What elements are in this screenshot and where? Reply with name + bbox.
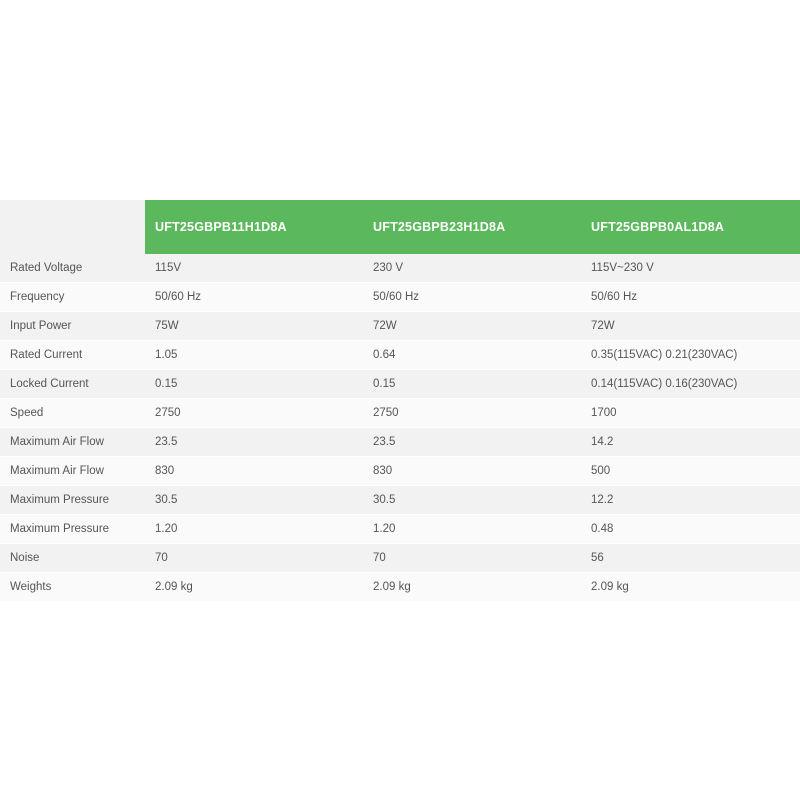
table-row: [0, 370, 800, 399]
row-value-1: 830: [145, 457, 363, 486]
table-row: [0, 254, 800, 283]
row-value-2: 1.20: [363, 515, 581, 544]
row-label: Maximum Pressure: [0, 486, 145, 515]
table-row: [0, 457, 800, 486]
row-value-1: 0.15: [145, 370, 363, 399]
row-value-3: 2.09 kg: [581, 573, 800, 602]
specification-table: [0, 200, 800, 602]
row-label: Rated Current: [0, 341, 145, 370]
row-value-3: 0.14(115VAC) 0.16(230VAC): [581, 370, 800, 399]
table-header-row: [0, 200, 800, 254]
row-value-3: 56: [581, 544, 800, 573]
row-value-2: 230 V: [363, 254, 581, 283]
row-value-3: 0.48: [581, 515, 800, 544]
column-header-model-3: UFT25GBPB0AL1D8A: [581, 200, 800, 254]
row-value-1: 1.05: [145, 341, 363, 370]
table-header: [0, 200, 800, 254]
row-label: Speed: [0, 399, 145, 428]
row-value-2: 830: [363, 457, 581, 486]
table-row: [0, 399, 800, 428]
table-row: [0, 573, 800, 602]
row-value-3: 72W: [581, 312, 800, 341]
table-row: [0, 428, 800, 457]
table-corner-cell: [0, 200, 145, 254]
row-value-2: 70: [363, 544, 581, 573]
column-header-model-1: UFT25GBPB11H1D8A: [145, 200, 363, 254]
row-label: Rated Voltage: [0, 254, 145, 283]
row-value-1: 30.5: [145, 486, 363, 515]
row-value-3: 50/60 Hz: [581, 283, 800, 312]
row-value-1: 2.09 kg: [145, 573, 363, 602]
row-label: Locked Current: [0, 370, 145, 399]
row-value-3: 1700: [581, 399, 800, 428]
table-row: [0, 283, 800, 312]
table-row: [0, 544, 800, 573]
row-value-3: 12.2: [581, 486, 800, 515]
specification-table-container: [0, 200, 800, 602]
row-value-2: 2.09 kg: [363, 573, 581, 602]
row-value-2: 2750: [363, 399, 581, 428]
row-value-3: 14.2: [581, 428, 800, 457]
table-row: [0, 515, 800, 544]
row-value-1: 1.20: [145, 515, 363, 544]
row-label: Maximum Air Flow: [0, 457, 145, 486]
row-value-2: 72W: [363, 312, 581, 341]
row-value-1: 23.5: [145, 428, 363, 457]
table-row: [0, 312, 800, 341]
row-value-2: 0.15: [363, 370, 581, 399]
row-value-1: 50/60 Hz: [145, 283, 363, 312]
row-value-1: 2750: [145, 399, 363, 428]
row-value-3: 0.35(115VAC) 0.21(230VAC): [581, 341, 800, 370]
row-label: Maximum Pressure: [0, 515, 145, 544]
row-label: Noise: [0, 544, 145, 573]
row-value-1: 115V: [145, 254, 363, 283]
row-label: Maximum Air Flow: [0, 428, 145, 457]
table-row: [0, 341, 800, 370]
table-body: [0, 254, 800, 602]
row-value-1: 70: [145, 544, 363, 573]
row-label: Weights: [0, 573, 145, 602]
row-label: Frequency: [0, 283, 145, 312]
row-value-3: 115V~230 V: [581, 254, 800, 283]
row-value-2: 50/60 Hz: [363, 283, 581, 312]
table-row: [0, 486, 800, 515]
column-header-model-2: UFT25GBPB23H1D8A: [363, 200, 581, 254]
row-value-2: 0.64: [363, 341, 581, 370]
row-label: Input Power: [0, 312, 145, 341]
row-value-3: 500: [581, 457, 800, 486]
row-value-2: 30.5: [363, 486, 581, 515]
row-value-2: 23.5: [363, 428, 581, 457]
row-value-1: 75W: [145, 312, 363, 341]
